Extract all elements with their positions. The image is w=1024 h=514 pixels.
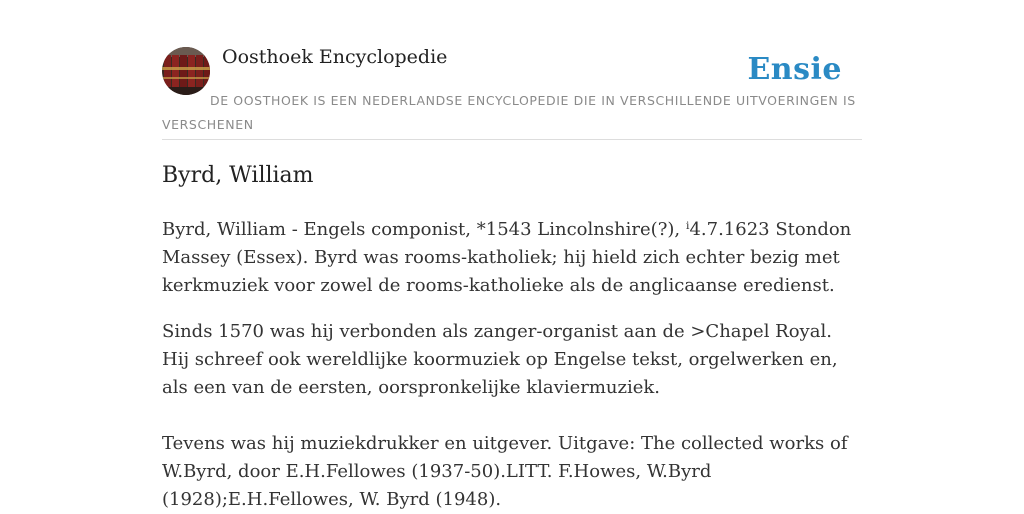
brand-logo[interactable]: Ensie — [747, 52, 842, 87]
encyclopedia-books-icon[interactable] — [162, 47, 210, 95]
header-divider — [162, 139, 862, 140]
article-paragraph: Byrd, William - Engels componist, *1543 Lincolnshire(?), ⁱ4.7.1623 Stondon Massey (Essex). Byrd was rooms-katholiek; hij hield zich echter bezig met kerkmuziek voor zowel de rooms-katholieke als de anglicaanse eredienst. — [162, 219, 852, 296]
site-tagline: DE OOSTHOEK IS EEN NEDERLANDSE ENCYCLOPEDIE DIE IN VERSCHILLENDE UITVOERINGEN IS VERSCHENEN — [162, 93, 856, 132]
site-name[interactable]: Oosthoek Encyclopedie — [222, 46, 448, 68]
article-paragraph: Sinds 1570 was hij verbonden als zanger-organist aan de >Chapel Royal. Hij schreef ook wereldlijke koormuziek op Engelse tekst, orgelwerken en, als een van de eersten, oorspronkelijke klaviermuziek. — [162, 321, 838, 398]
article-paragraph: Tevens was hij muziekdrukker en uitgever. Uitgave: The collected works of W.Byrd, door E.H.Fellowes (1937-50).LITT. F.Howes, W.Byrd (1928);E.H.Fellowes, W. Byrd (1948). — [162, 433, 848, 510]
article-title: Byrd, William — [162, 163, 314, 188]
